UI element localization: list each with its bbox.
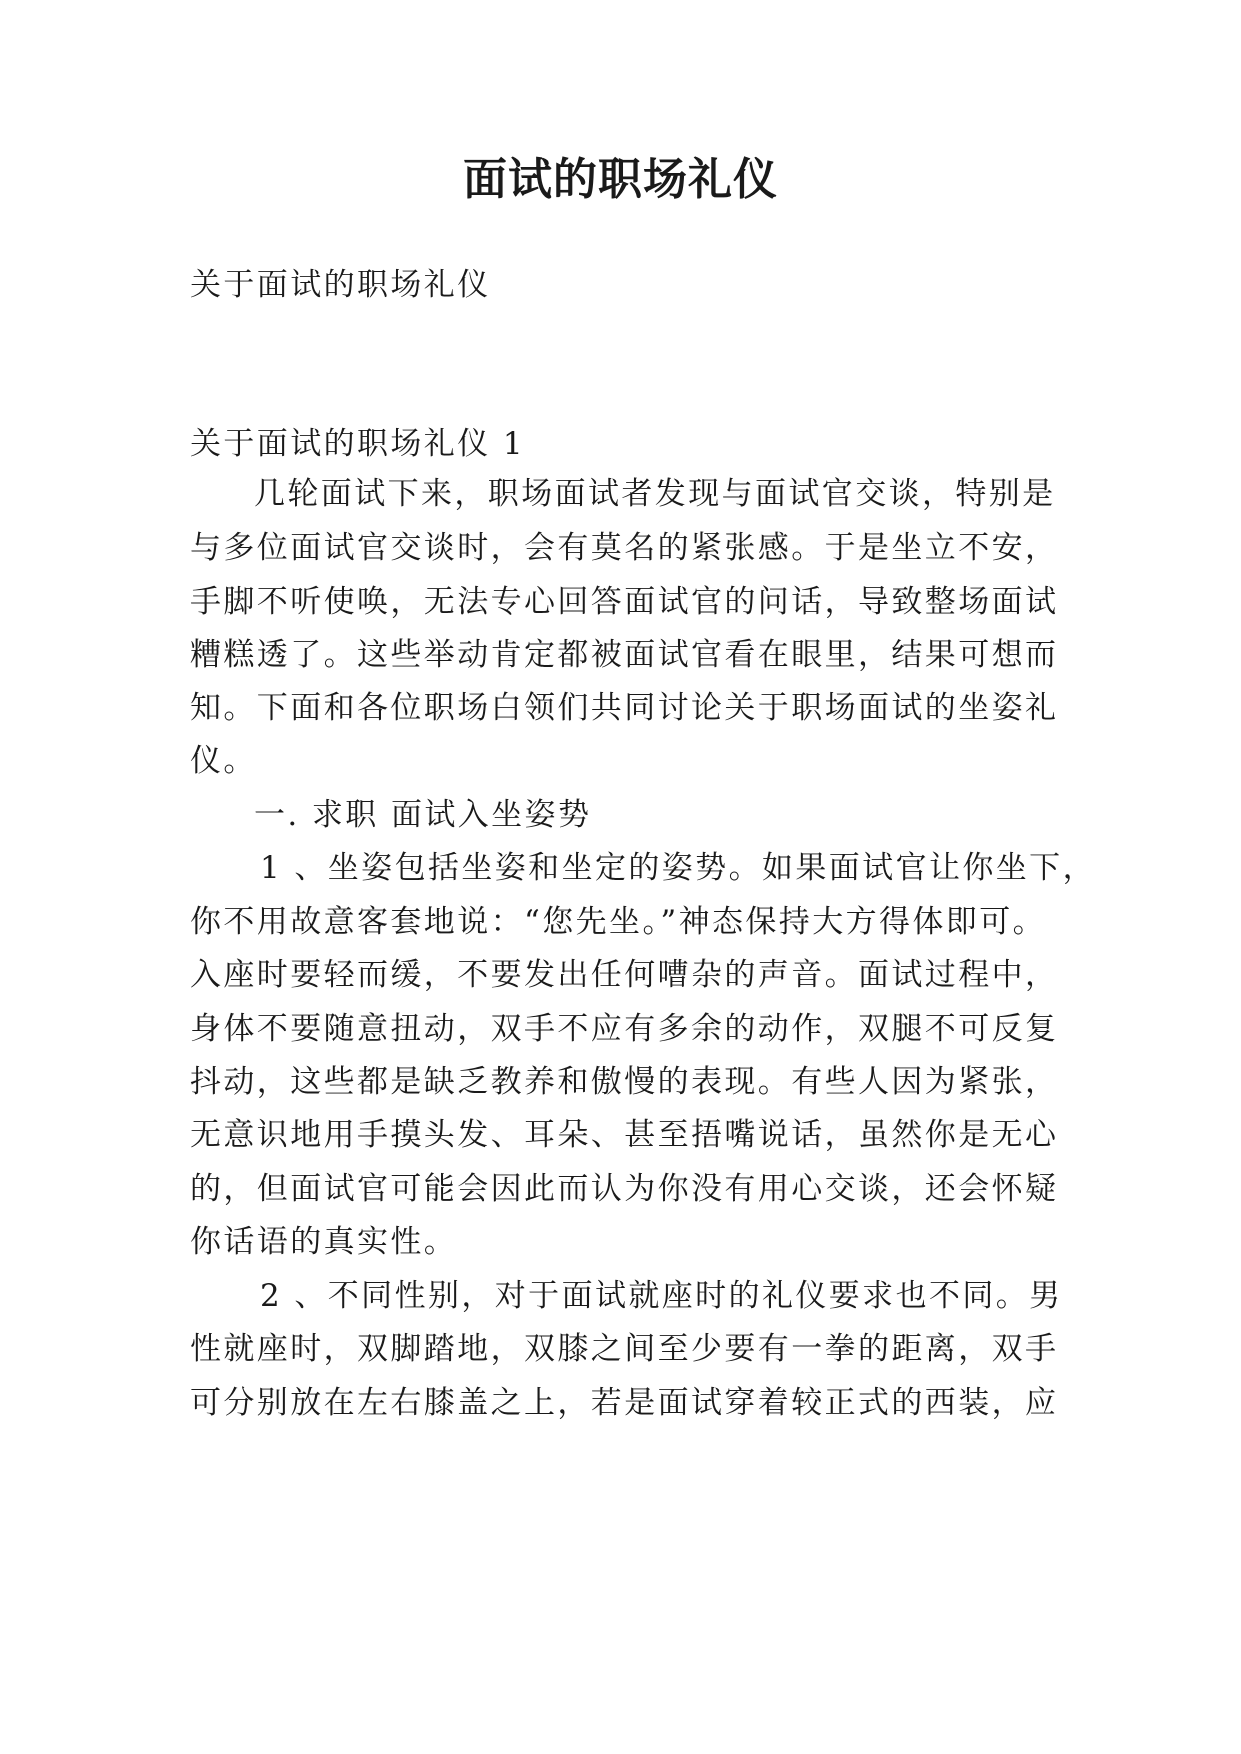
paragraph-line: 1 、坐姿包括坐姿和坐定的姿势。如果面试官让你坐下， xyxy=(260,850,1096,886)
paragraph-line: 身体不要随意扭动，双手不应有多余的动作，双腿不可反复 xyxy=(190,1011,1059,1047)
paragraph-line: 手脚不听使唤，无法专心回答面试官的问话，导致整场面试 xyxy=(190,584,1059,620)
paragraph-line: 几轮面试下来，职场面试者发现与面试官交谈，特别是 xyxy=(254,476,1056,512)
paragraph-line: 仪。 xyxy=(190,743,257,779)
paragraph-line: 可分别放在左右膝盖之上，若是面试穿着较正式的西装，应 xyxy=(190,1385,1059,1421)
paragraph-line: 抖动，这些都是缺乏教养和傲慢的表现。有些人因为紧张， xyxy=(190,1064,1059,1100)
subsection-heading: 一. 求职 面试入坐姿势 xyxy=(254,797,592,833)
document-subtitle: 关于面试的职场礼仪 xyxy=(190,267,491,303)
paragraph-line: 性就座时，双脚踏地，双膝之间至少要有一拳的距离，双手 xyxy=(190,1331,1059,1367)
paragraph-line: 2 、不同性别，对于面试就座时的礼仪要求也不同。男 xyxy=(260,1278,1063,1314)
document-title: 面试的职场礼仪 xyxy=(463,154,778,205)
paragraph-line: 的，但面试官可能会因此而认为你没有用心交谈，还会怀疑 xyxy=(190,1171,1059,1207)
paragraph-line: 知。下面和各位职场白领们共同讨论关于职场面试的坐姿礼 xyxy=(190,690,1059,726)
paragraph-line: 无意识地用手摸头发、耳朵、甚至捂嘴说话，虽然你是无心 xyxy=(190,1117,1059,1153)
paragraph-line: 入座时要轻而缓，不要发出任何嘈杂的声音。面试过程中， xyxy=(190,957,1059,993)
paragraph-line: 糟糕透了。这些举动肯定都被面试官看在眼里，结果可想而 xyxy=(190,637,1059,673)
paragraph-line: 与多位面试官交谈时，会有莫名的紧张感。于是坐立不安， xyxy=(190,530,1059,566)
section-heading: 关于面试的职场礼仪 1 xyxy=(190,426,525,462)
paragraph-line: 你话语的真实性。 xyxy=(190,1224,458,1260)
paragraph-line: 你不用故意客套地说：“您先坐。”神态保持大方得体即可。 xyxy=(190,904,1046,940)
